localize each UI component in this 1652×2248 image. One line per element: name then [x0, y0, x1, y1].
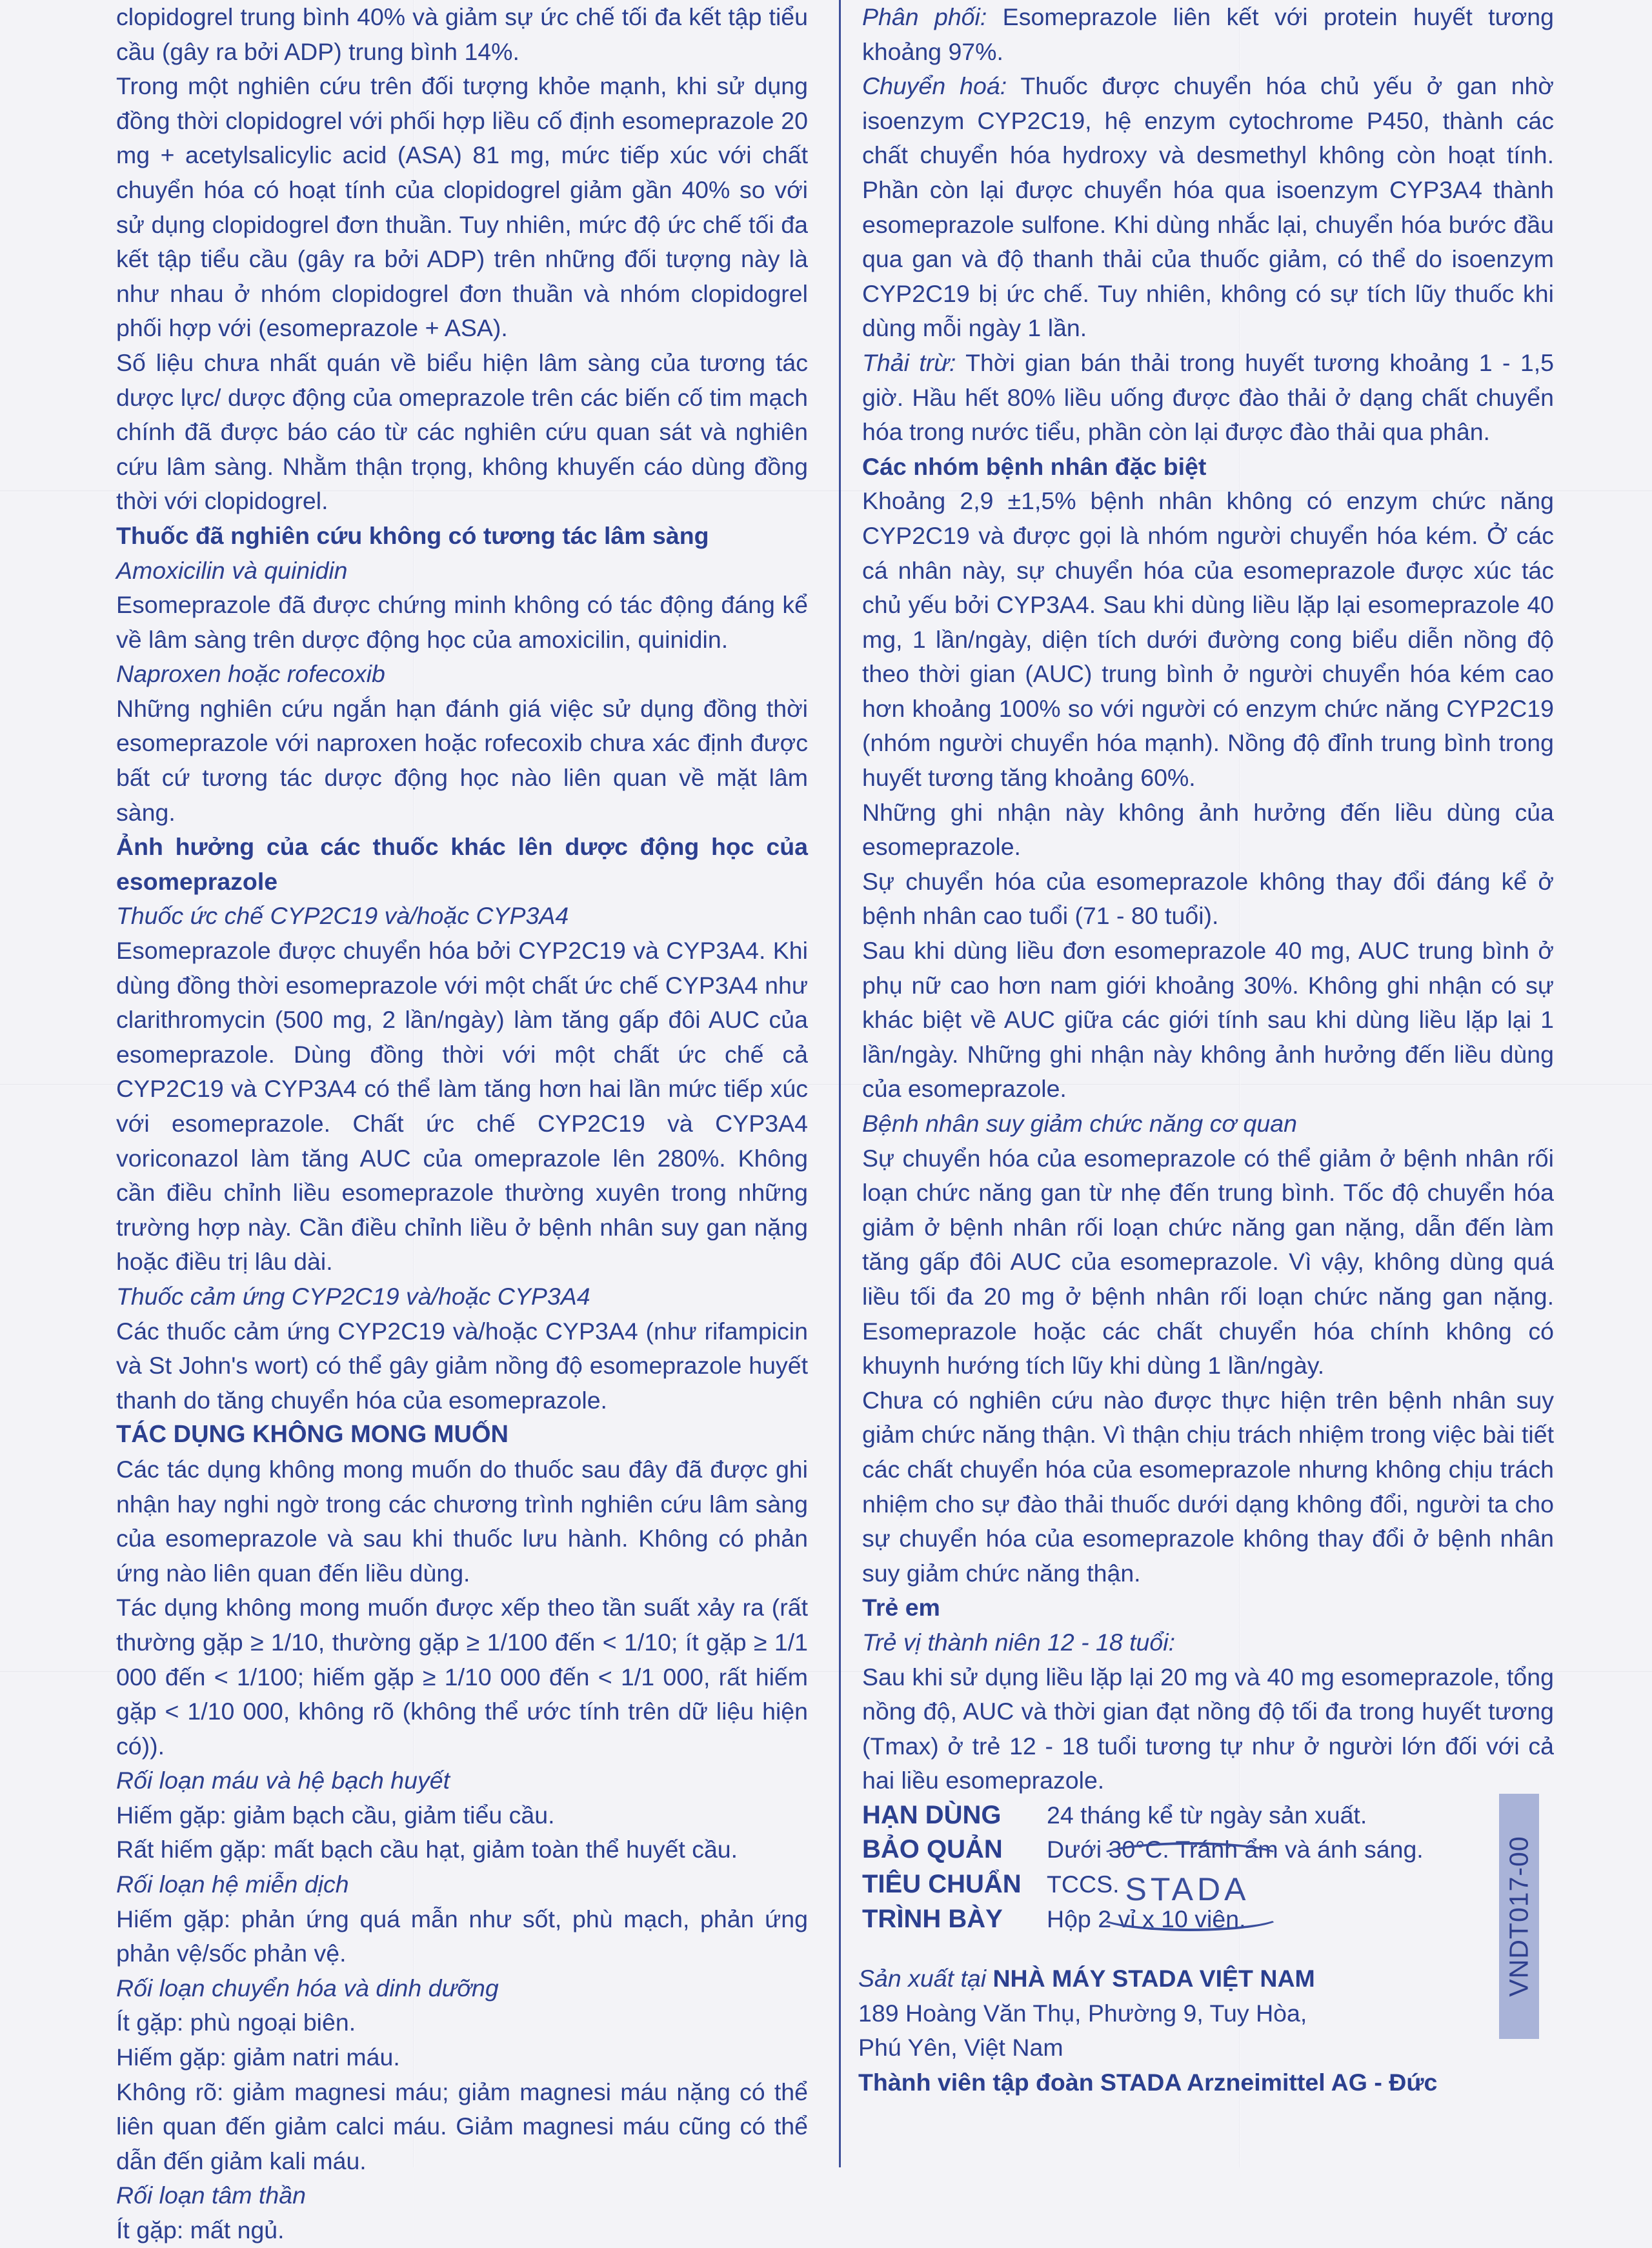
children-heading: Trẻ em [862, 1594, 940, 1621]
distribution-text: Esomeprazole liên kết với protein huyết tương khoảng 97%. [862, 3, 1554, 65]
immune-subheading: Rối loạn hệ miễn dịch [116, 1871, 349, 1898]
amoxicilin-subheading: Amoxicilin và quinidin [116, 556, 348, 584]
column-divider [839, 0, 841, 2167]
adverse-effects-heading: TÁC DỤNG KHÔNG MONG MUỐN [116, 1421, 509, 1449]
stada-logo [1097, 1842, 1278, 1932]
inhibitors-subheading: Thuốc ức chế CYP2C19 và/hoặc CYP3A4 [116, 902, 569, 930]
blood-subheading: Rối loạn máu và hệ bạch huyết [116, 1767, 450, 1794]
packaging-value: Hộp 2 vỉ x 10 viên. [1047, 1905, 1246, 1932]
clopidogrel-paragraph-3: Số liệu chưa nhất quán về biểu hiện lâm sàng của tương tác dược lực/ dược động của omeprazole trên các biến cố tim mạch chính đã được báo cáo từ các nghiên cứu quan sát và nghiên cứu lâm sàng. Nhằm thận trọng, không khuyến cáo dùng đồng thời với clopidogrel. [116, 348, 808, 515]
distribution-paragraph [862, 0, 1554, 69]
logo-top-arc [1097, 1842, 1283, 1873]
inducers-paragraph: Các thuốc cảm ứng CYP2C19 và/hoặc CYP3A4 (như rifampicin và St John's wort) có thể gây giảm nồng độ esomeprazole huyết thanh do tăng chuyển hóa của esomeprazole. [116, 1317, 808, 1414]
document-code-strip [1499, 1794, 1539, 2039]
adverse-paragraph-2: Tác dụng không mong muốn được xếp theo tần suất xảy ra (rất thường gặp ≥ 1/10, thường gặp ≥ 1/100 đến < 1/10; ít gặp ≥ 1/1 000 đến < 1/100; hiếm gặp ≥ 1/10 000 đến < 1/1 000, rất hiếm gặp < 1/10 000, không rõ (không thể ước tính trên dữ liệu hiện có)). [116, 1594, 808, 1760]
manufacturer-block [858, 1962, 1439, 2100]
logo-text: STADA [1125, 1871, 1250, 1907]
no-interaction-heading: Thuốc đã nghiên cứu không có tương tác lâm sàng [116, 521, 709, 549]
organ-impairment-subheading: Bệnh nhân suy giảm chức năng cơ quan [862, 1110, 1297, 1137]
liver-paragraph: Sự chuyển hóa của esomeprazole có thể giảm ở bệnh nhân rối loạn chức năng gan từ nhẹ đến trung bình. Tốc độ chuyển hóa giảm ở bệnh nhân rối loạn chức năng gan nặng, dẫn đến làm tăng gấp đôi AUC của esomeprazole. Vì vậy, không dùng quá liều tối đa 20 mg ở bệnh nhân rối loạn chức năng gan nặng. Esomeprazole hoặc các chất chuyển hóa chính không có khuynh hướng tích lũy khi dùng 1 lần/ngày. [862, 1144, 1554, 1380]
amoxicilin-paragraph: Esomeprazole đã được chứng minh không có tác động đáng kể về lâm sàng trên dược động học của amoxicilin, quinidin. [116, 591, 808, 653]
naproxen-paragraph: Những nghiên cứu ngắn hạn đánh giá việc sử dụng đồng thời esomeprazole với naproxen hoặc rofecoxib chưa xác định được bất cứ tương tác dược động học nào liên quan về mặt lâm sàng. [116, 694, 808, 826]
standard-label: TIÊU CHUẨN [862, 1870, 1022, 1899]
shelf-life-label: HẠN DÙNG [862, 1800, 1002, 1829]
special-paragraph-1: Khoảng 2,9 ±1,5% bệnh nhân không có enzym chức năng CYP2C19 và được gọi là nhóm người chuyển hóa kém. Ở các cá nhân này, sự chuyển hóa của esomeprazole được xúc tác chủ yếu bởi CYP3A4. Sau khi dùng liều lặp lại esomeprazole 40 mg, 1 lần/ngày, diện tích dưới đường cong biểu diễn nồng độ theo thời gian (AUC) trung bình ở người chuyển hóa kém cao hơn khoảng 100% so với người có enzym chức năng CYP2C19 (nhóm người chuyển hóa mạnh). Nồng độ đỉnh trung bình trong huyết tương tăng khoảng 60%. [862, 487, 1554, 792]
metabolism-item-1: Ít gặp: phù ngoại biên. [116, 2009, 356, 2036]
immune-item-1: Hiếm gặp: phản ứng quá mẫn như sốt, phù mạch, phản ứng phản vệ/sốc phản vệ. [116, 1905, 808, 1967]
right-column [862, 0, 1554, 1936]
manufacturer-factory: NHÀ MÁY STADA VIỆT NAM [992, 1965, 1315, 1992]
special-paragraph-3: Sự chuyển hóa của esomeprazole không thay đổi đáng kể ở bệnh nhân cao tuổi (71 - 80 tuổi). [862, 867, 1554, 930]
psychiatric-item-1: Ít gặp: mất ngủ. [116, 2216, 285, 2243]
naproxen-subheading: Naproxen hoặc rofecoxib [116, 660, 385, 688]
elimination-label: Thải trừ: [862, 348, 956, 376]
clopidogrel-paragraph-1: clopidogrel trung bình 40% và giảm sự ức chế tối đa kết tập tiểu cầu (gây ra bởi ADP) trung bình 14%. [116, 3, 808, 65]
special-groups-heading: Các nhóm bệnh nhân đặc biệt [862, 452, 1207, 480]
metabolism-item-2: Hiếm gặp: giảm natri máu. [116, 2043, 400, 2071]
elimination-paragraph [862, 346, 1554, 450]
inhibitors-paragraph: Esomeprazole được chuyển hóa bởi CYP2C19 và CYP3A4. Khi dùng đồng thời esomeprazole với một chất ức chế CYP3A4 như clarithromycin (500 mg, 2 lần/ngày) làm tăng gấp đôi AUC của esomeprazole. Dùng đồng thời với một chất ức chế cả CYP2C19 và CYP3A4 có thể làm tăng hơn hai lần mức tiếp xúc với esomeprazole. Chất ức chế CYP2C19 và CYP3A4 voriconazol làm tăng AUC của omeprazole lên 280%. Không cần điều chỉnh liều esomeprazole thường xuyên trong những trường hợp này. Cần điều chỉnh liều ở bệnh nhân suy gan nặng hoặc điều trị lâu dài. [116, 937, 808, 1276]
shelf-life-row [862, 1798, 1554, 1833]
logo-bottom-arc [1097, 1900, 1283, 1931]
manufacturer-address-1: 189 Hoàng Văn Thụ, Phường 9, Tuy Hòa, [858, 1999, 1307, 2027]
metabolism-label: Chuyển hoá: [862, 72, 1007, 100]
elimination-text: Thời gian bán thải trong huyết tương khoảng 1 - 1,5 giờ. Hầu hết 80% liều uống được đào thải ở dạng chất chuyển hóa trong nước tiểu, phần còn lại được đào thải qua phân. [862, 348, 1554, 446]
packaging-label: TRÌNH BÀY [862, 1904, 1003, 1933]
distribution-label: Phân phối: [862, 3, 987, 30]
metabolism-subheading: Rối loạn chuyển hóa và dinh dưỡng [116, 1974, 499, 2002]
clopidogrel-paragraph-2: Trong một nghiên cứu trên đối tượng khỏe mạnh, khi sử dụng đồng thời clopidogrel với phối hợp liều cố định esomeprazole 20 mg + acetylsalicylic acid (ASA) 81 mg, mức tiếp xúc với chất chuyển hóa có hoạt tính của clopidogrel giảm gần 40% so với sử dụng clopidogrel đơn thuần. Tuy nhiên, mức độ ức chế tối đa kết tập tiểu cầu (gây ra bởi ADP) trên những đối tượng này là như nhau ở nhóm clopidogrel đơn thuần và nhóm clopidogrel phối hợp với (esomeprazole + ASA). [116, 72, 808, 342]
kidney-paragraph: Chưa có nghiên cứu nào được thực hiện trên bệnh nhân suy giảm chức năng thận. Vì thận chịu trách nhiệm trong việc bài tiết các chất chuyển hóa của esomeprazole nhưng không chịu trách nhiệm cho sự đào thải thuốc dưới dạng không đổi, người ta cho sự chuyển hóa của esomeprazole không thay đổi ở bệnh nhân suy giảm chức năng thận. [862, 1386, 1554, 1587]
metabolism-item-3: Không rõ: giảm magnesi máu; giảm magnesi máu nặng có thể liên quan đến giảm calci máu. Giảm magnesi máu cũng có thể dẫn đến giảm kali máu. [116, 2078, 808, 2174]
teen-subheading: Trẻ vị thành niên 12 - 18 tuổi: [862, 1628, 1176, 1656]
teen-paragraph: Sau khi sử dụng liều lặp lại 20 mg và 40 mg esomeprazole, tổng nồng độ, AUC và thời gian đạt nồng độ tối đa trong huyết tương (Tmax) ở trẻ 12 - 18 tuổi tương tự như ở người lớn đối với cả hai liều esomeprazole. [862, 1663, 1554, 1794]
manufacturer-member: Thành viên tập đoàn STADA Arzneimittel AG - Đức [858, 2068, 1438, 2096]
left-column [116, 0, 808, 2248]
psychiatric-subheading: Rối loạn tâm thần [116, 2182, 306, 2209]
adverse-paragraph-1: Các tác dụng không mong muốn do thuốc sau đây đã được ghi nhận hay nghi ngờ trong các chương trình nghiên cứu lâm sàng của esomeprazole và sau khi thuốc lưu hành. Không có phản ứng nào liên quan đến liều dùng. [116, 1455, 808, 1587]
manufacturer-address-2: Phú Yên, Việt Nam [858, 2034, 1063, 2062]
metabolism-text: Thuốc được chuyển hóa chủ yếu ở gan nhờ isoenzym CYP2C19, hệ enzym cytochrome P450, thành các chất chuyển hóa hydroxy và desmethyl không còn hoạt tính. Phần còn lại được chuyển hóa qua isoenzym CYP3A4 thành esomeprazole sulfone. Khi dùng nhắc lại, chuyển hóa bước đầu qua gan và độ thanh thải của thuốc giảm, có thể do isoenzym CYP2C19 bị ức chế. Tuy nhiên, không có sự tích lũy thuốc khi dùng mỗi ngày 1 lần. [862, 72, 1554, 342]
metabolism-paragraph [862, 69, 1554, 346]
inducers-subheading: Thuốc cảm ứng CYP2C19 và/hoặc CYP3A4 [116, 1282, 590, 1310]
blood-item-2: Rất hiếm gặp: mất bạch cầu hạt, giảm toàn thể huyết cầu. [116, 1836, 738, 1863]
document-code: VNDT017-00 [1504, 1836, 1534, 1997]
shelf-life-value: 24 tháng kể từ ngày sản xuất. [1047, 1801, 1367, 1829]
special-paragraph-2: Những ghi nhận này không ảnh hưởng đến liều dùng của esomeprazole. [862, 798, 1554, 861]
storage-value: Dưới 30°C. Tránh ẩm và ánh sáng. [1047, 1836, 1424, 1863]
other-drugs-heading: Ảnh hưởng của các thuốc khác lên dược động học của esomeprazole [116, 833, 808, 895]
standard-value: TCCS. [1047, 1871, 1120, 1898]
special-paragraph-4: Sau khi dùng liều đơn esomeprazole 40 mg, AUC trung bình ở phụ nữ cao hơn nam giới khoảng 30%. Không ghi nhận có sự khác biệt về AUC giữa các giới tính sau khi dùng liều lặp lại 1 lần/ngày. Những ghi nhận này không ảnh hưởng đến liều dùng của esomeprazole. [862, 937, 1554, 1103]
manufacturer-prefix: Sản xuất tại [858, 1965, 993, 1992]
blood-item-1: Hiếm gặp: giảm bạch cầu, giảm tiểu cầu. [116, 1801, 555, 1829]
storage-label: BẢO QUẢN [862, 1835, 1003, 1864]
